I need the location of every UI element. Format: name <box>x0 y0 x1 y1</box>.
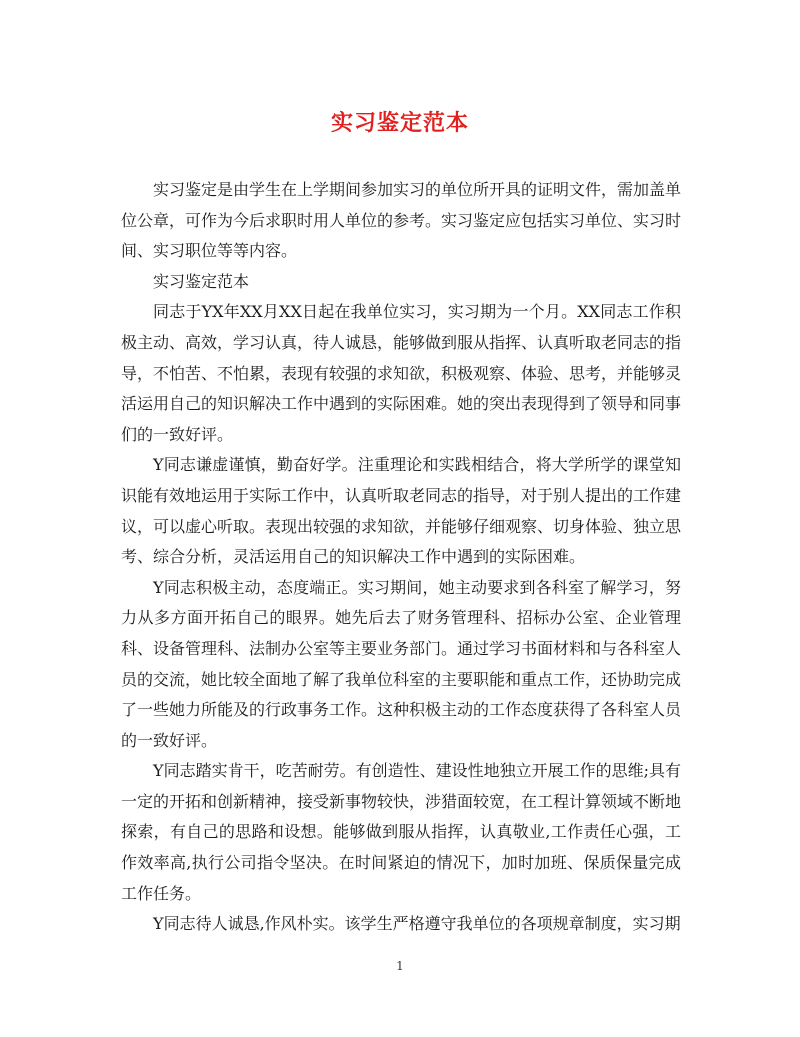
paragraph-proactive: Y同志积极主动，态度端正。实习期间，她主动要求到各科室了解学习，努力从多方面开拓自己的眼界。她先后去了财务管理科、招标办公室、企业管理科、设备管理科、法制办公室等主要业务部门。通过学习书面材料和与各科室人员的交流，她比较全面地了解了我单位科室的主要职能和重点工作，还协助完成了一些她力所能及的行政事务工作。这种积极主动的工作态度获得了各科室人员的一致好评。 <box>121 577 682 750</box>
paragraph-intro: 实习鉴定是由学生在上学期间参加实习的单位所开具的证明文件，需加盖单位公章，可作为今后求职时用人单位的参考。实习鉴定应包括实习单位、实习时间、实习职位等等内容。 <box>121 180 682 261</box>
paragraph-subheading: 实习鉴定范本 <box>153 271 250 291</box>
page-number: 1 <box>396 959 404 973</box>
document-body <box>121 175 681 940</box>
document-title: 实习鉴定范本 <box>330 110 469 136</box>
paragraph-internship-summary: 同志于YX年XX月XX日起在我单位实习，实习期为一个月。XX同志工作积极主动、高效，学习认真，待人诚恳，能够做到服从指挥、认真听取老同志的指导，不怕苦、不怕累，表现有较强的求知欲，积极观察、体验、思考，并能够灵活运用自己的知识解决工作中遇到的实际困难。她的突出表现得到了领导和同事们的一致好评。 <box>121 302 682 444</box>
paragraph-sincere: Y同志待人诚恳,作风朴实。该学生严格遵守我单位的各项规章制度，实习期 <box>153 914 681 934</box>
paragraph-hardworking: Y同志踏实肯干，吃苦耐劳。有创造性、建设性地独立开展工作的思维;具有一定的开拓和创新精神，接受新事物较快，涉猎面较宽，在工程计算领域不断地探索，有自己的思路和设想。能够做到服从指挥，认真敬业,工作责任心强，工作效率高,执行公司指令坚决。在时间紧迫的情况下，加时加班、保质保量完成工作任务。 <box>121 761 682 903</box>
paragraph-modest-studious: Y同志谦虚谨慎，勤奋好学。注重理论和实践相结合，将大学所学的课堂知识能有效地运用于实际工作中，认真听取老同志的指导，对于别人提出的工作建议，可以虚心听取。表现出较强的求知欲，并能够仔细观察、切身体验、独立思考、综合分析，灵活运用自己的知识解决工作中遇到的实际困难。 <box>121 455 682 567</box>
